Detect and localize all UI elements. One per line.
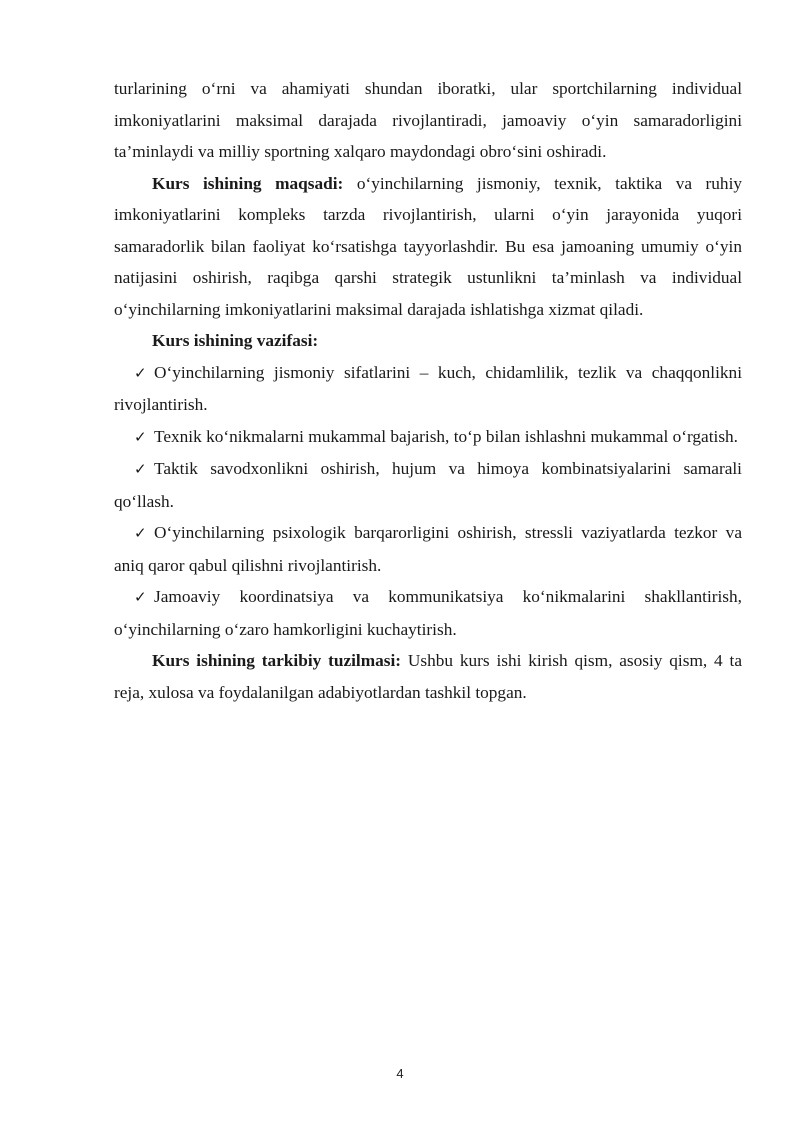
structure-paragraph [114,645,742,708]
task-item [114,581,742,645]
task-text: O‘yinchilarning psixologik barqarorligini oshirish, stressli vaziyatlarda tezkor va aniq qaror qabul qilishni rivojlantirish. [114,523,742,575]
task-text: O‘yinchilarning jismoniy sifatlarini – kuch, chidamlilik, tezlik va chaqqonlikni rivojlantirish. [114,362,742,414]
task-item [114,517,742,581]
checkmark-icon: ✓ [134,460,147,478]
checkmark-icon: ✓ [134,427,147,446]
structure-label: Kurs ishining tarkibiy tuzilmasi: [152,651,402,670]
task-text: Jamoaviy koordinatsiya va kommunikatsiya ko‘nikmalarini shakllantirish, o‘yinchilarning o‘zaro hamkorligini kuchaytirish. [114,587,742,639]
goal-text: o‘yinchilarning jismoniy, texnik, taktika va ruhiy imkoniyatlarini kompleks tarzda rivojlantirish, ularni o‘yin jarayonida yuqori samaradorlik bilan faoliyat ko‘rsatishga tayyorlashdir. Bu esa jamoaning umumiy o‘yin natijasini oshirish, raqibga qarshi strategik ustunlikni ta’minlash va individual o‘yinchilarning imkoniyatlarini maksimal darajada ishlatishga xizmat qiladi. [114,173,743,319]
goal-paragraph [114,168,742,326]
page-number: 4 [396,1066,404,1081]
checkmark-icon: ✓ [134,588,147,606]
task-text: Texnik ko‘nikmalarni mukammal bajarish, to‘p bilan ishlashni mukammal o‘rgatish. [154,426,739,446]
structure-text: Ushbu kurs ishi kirish qism, asosiy qism, 4 ta reja, xulosa va foydalanilgan adabiyotlardan tashkil topgan. [114,651,743,702]
task-item [114,453,742,517]
task-item [114,421,742,454]
page-body [114,73,742,708]
intro-paragraph: turlarining o‘rni va ahamiyati shundan iboratki, ular sportchilarning individual imkoniyatlarini maksimal darajada rivojlantiradi, jamoaviy o‘yin samaradorligini ta’minlaydi va milliy sportning xalqaro maydondagi obro‘sini oshiradi. [114,79,742,161]
checkmark-icon: ✓ [134,363,147,382]
tasks-label: Kurs ishining vazifasi: [152,331,319,350]
task-text: Taktik savodxonlikni oshirish, hujum va himoya kombinatsiyalarini samarali qo‘llash. [114,459,742,511]
checkmark-icon: ✓ [134,524,147,542]
tasks-heading [114,325,742,357]
goal-label: Kurs ishining maqsadi: [152,173,344,193]
task-item [114,357,742,421]
